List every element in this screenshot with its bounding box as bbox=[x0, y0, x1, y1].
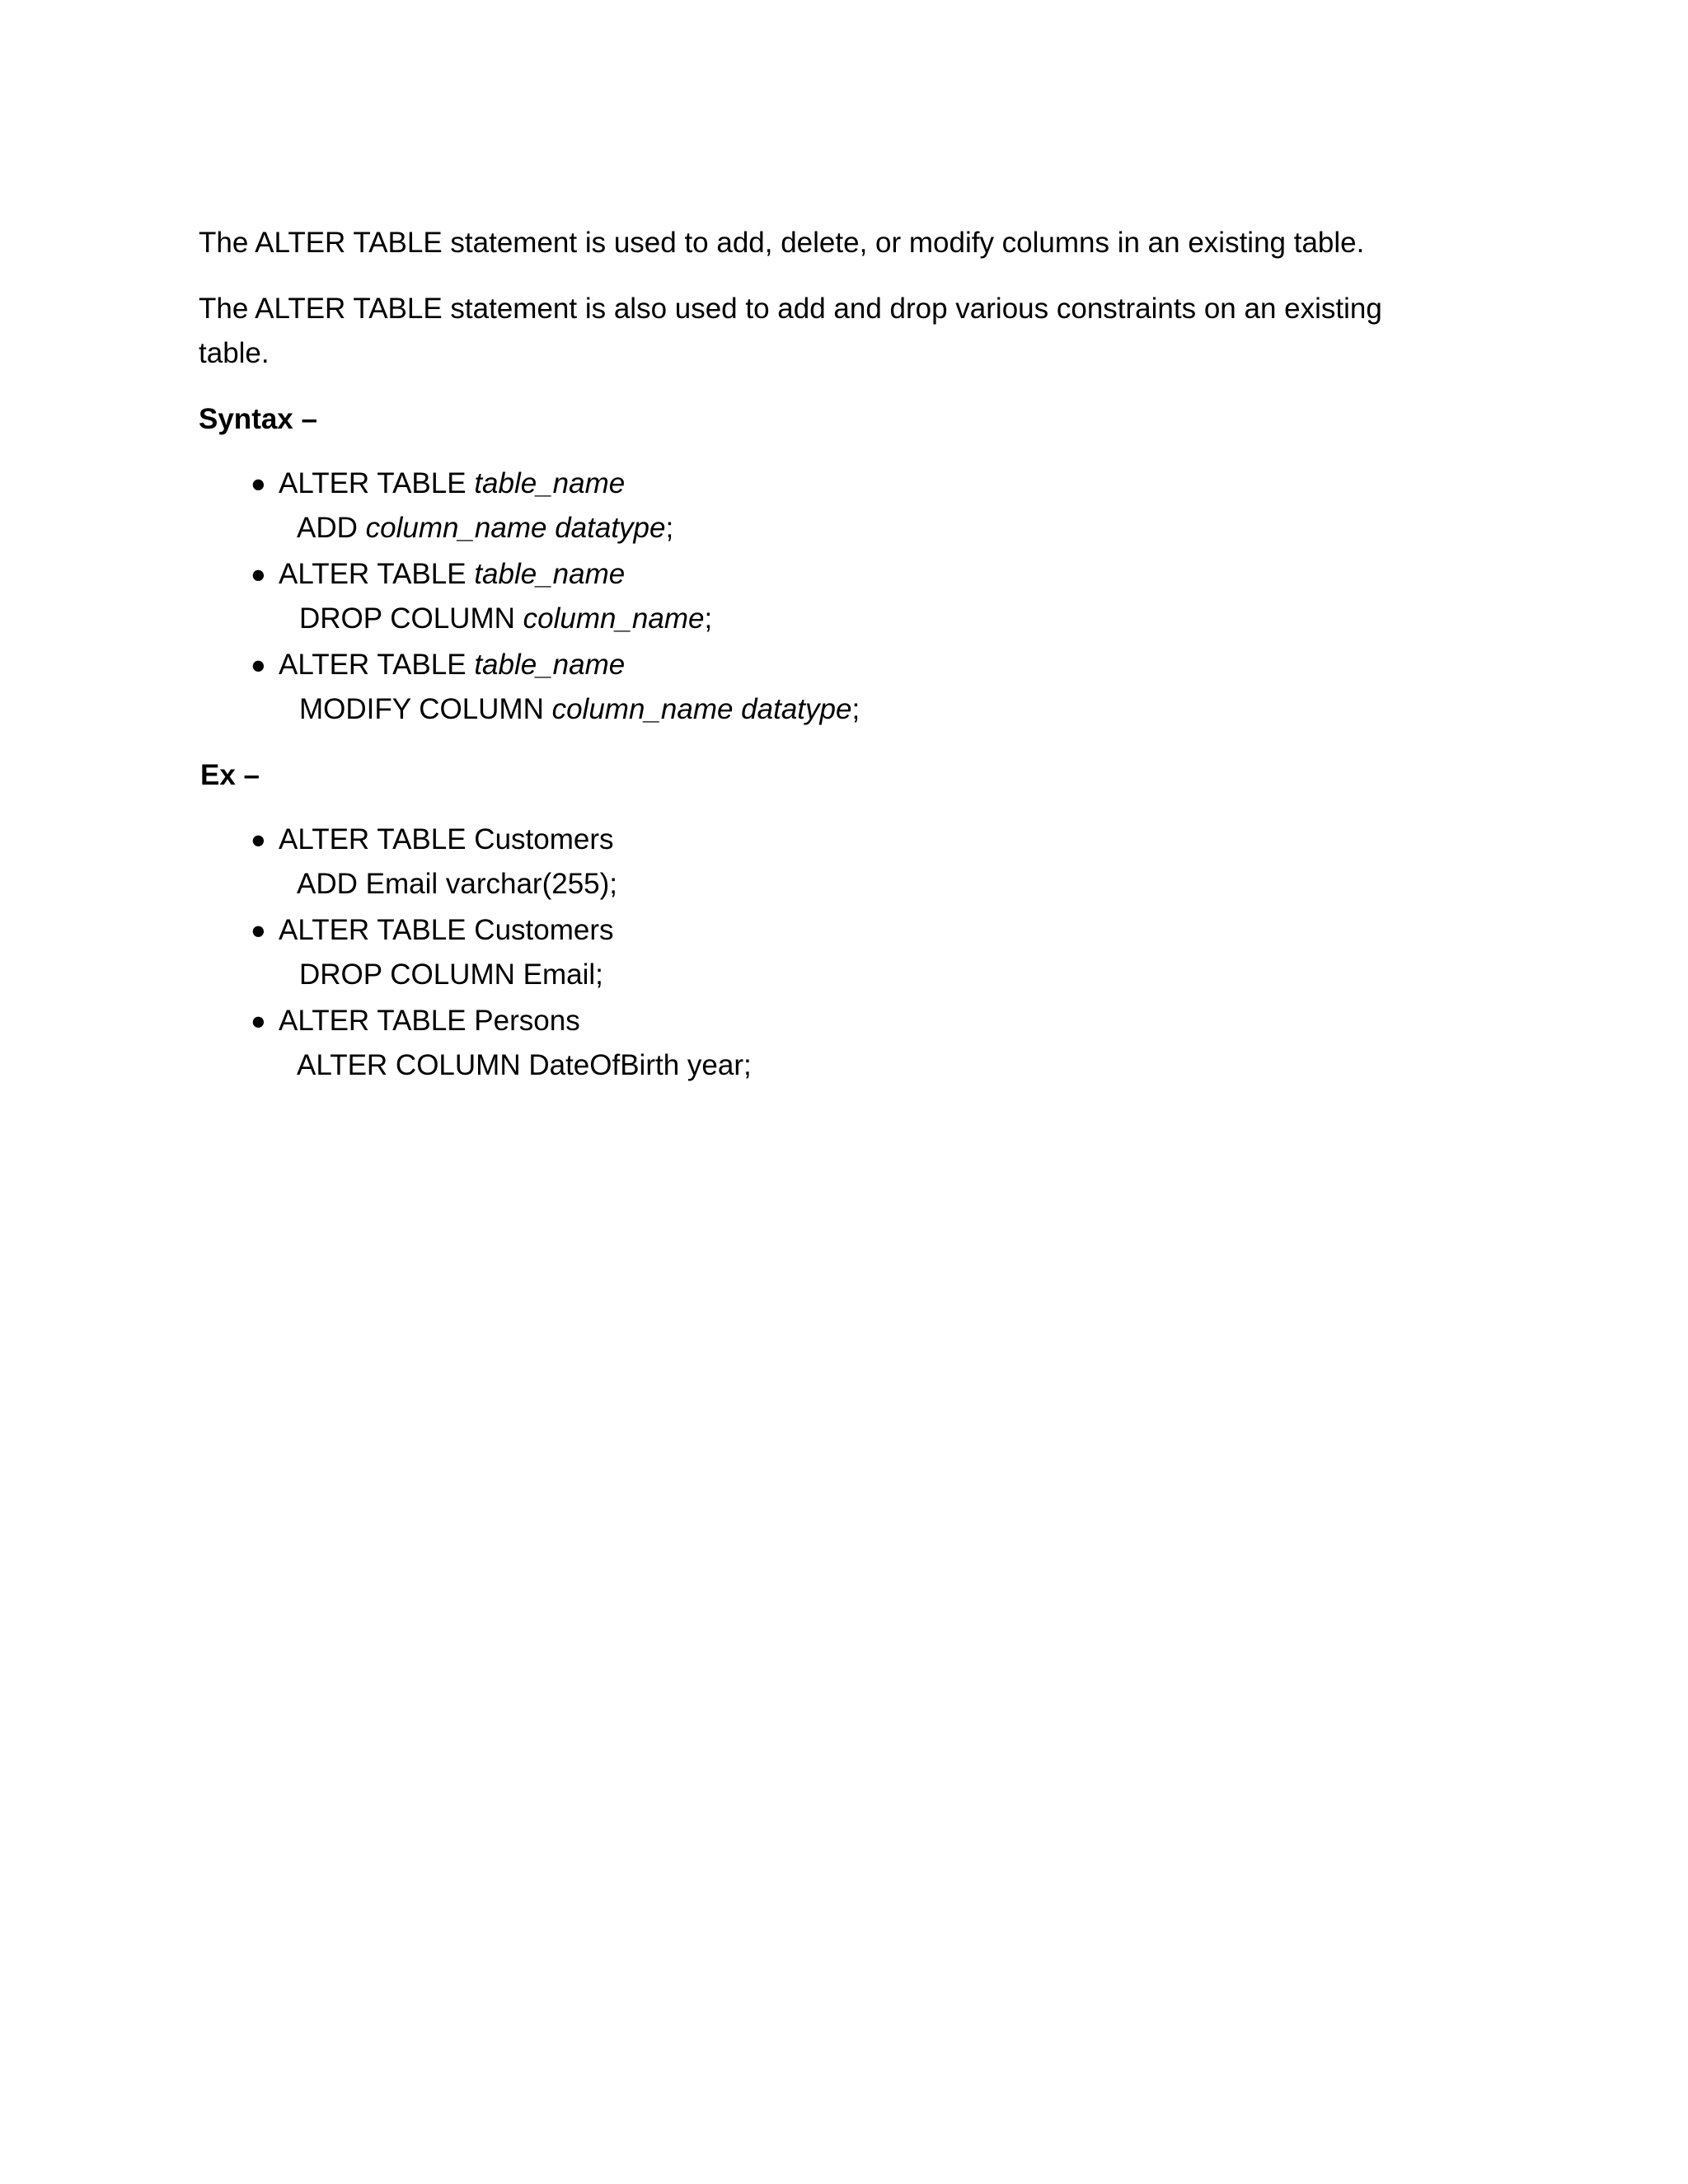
syntax-list bbox=[199, 462, 1451, 732]
examples-list bbox=[199, 818, 1451, 1088]
bullet-icon: ● bbox=[251, 916, 266, 944]
syntax-item-add bbox=[199, 462, 1451, 551]
syntax-item-modify bbox=[199, 643, 1451, 732]
bullet-icon: ● bbox=[251, 825, 266, 854]
syntax-line: ALTER TABLE table_name bbox=[279, 467, 626, 499]
example-line: DROP COLUMN Email; bbox=[299, 958, 603, 991]
example-line: ALTER TABLE Customers bbox=[279, 823, 614, 855]
bullet-icon: ● bbox=[251, 650, 266, 679]
syntax-heading: Syntax – bbox=[199, 403, 317, 435]
syntax-line: ADD column_name datatype; bbox=[297, 512, 674, 544]
syntax-line: ALTER TABLE table_name bbox=[279, 649, 626, 681]
example-item-add bbox=[199, 818, 1451, 907]
example-item-drop bbox=[199, 908, 1451, 997]
example-line: ALTER COLUMN DateOfBirth year; bbox=[297, 1049, 752, 1081]
syntax-line: ALTER TABLE table_name bbox=[279, 558, 626, 590]
syntax-item-drop bbox=[199, 552, 1451, 641]
bullet-icon: ● bbox=[251, 1006, 266, 1035]
syntax-line: MODIFY COLUMN column_name datatype; bbox=[299, 693, 860, 725]
intro-paragraph: The ALTER TABLE statement is used to add, delete, or modify columns in an existing table. bbox=[199, 227, 1365, 259]
examples-heading: Ex – bbox=[200, 759, 260, 791]
example-line: ADD Email varchar(255); bbox=[297, 868, 617, 900]
constraints-paragraph: The ALTER TABLE statement is also used to add and drop various constraints on an existing table. bbox=[199, 293, 1382, 369]
syntax-line: DROP COLUMN column_name; bbox=[299, 602, 713, 635]
bullet-icon: ● bbox=[251, 560, 266, 588]
document-body bbox=[199, 221, 1451, 1109]
example-item-alter bbox=[199, 999, 1451, 1088]
example-line: ALTER TABLE Persons bbox=[279, 1005, 580, 1037]
example-line: ALTER TABLE Customers bbox=[279, 914, 614, 946]
bullet-icon: ● bbox=[251, 469, 266, 498]
